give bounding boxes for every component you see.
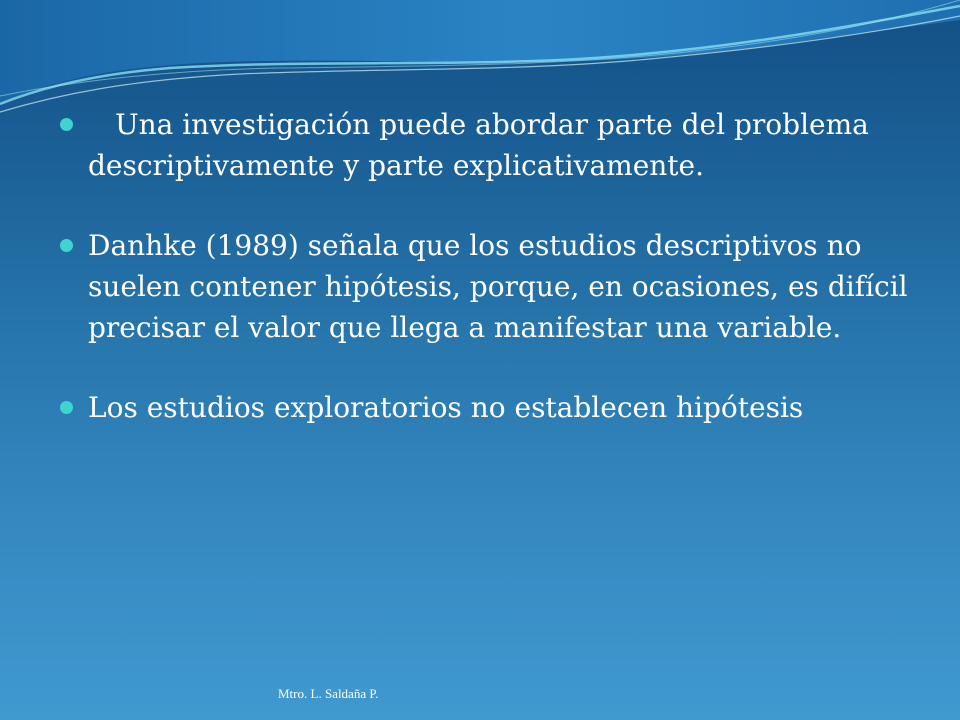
bullet-text: Los estudios exploratorios no establecen hipótesis (88, 391, 804, 424)
bullet-dot-icon (60, 118, 73, 131)
bullet-item (58, 387, 918, 428)
bullet-dot-icon (60, 239, 73, 252)
bullet-list (58, 104, 918, 467)
footer-author: Mtro. L. Saldaña P. (278, 686, 379, 701)
bullet-item (58, 104, 918, 186)
bullet-item (58, 225, 918, 348)
bullet-text: Danhke (1989) señala que los estudios descriptivos no suelen contener hipótesis, porque, en ocasiones, es difícil precisar el valor que llega a manifestar una variable. (88, 229, 908, 344)
bullet-dot-icon (60, 401, 73, 414)
bullet-text: Una investigación puede abordar parte del problema descriptivamente y parte explicativamente. (88, 108, 869, 182)
